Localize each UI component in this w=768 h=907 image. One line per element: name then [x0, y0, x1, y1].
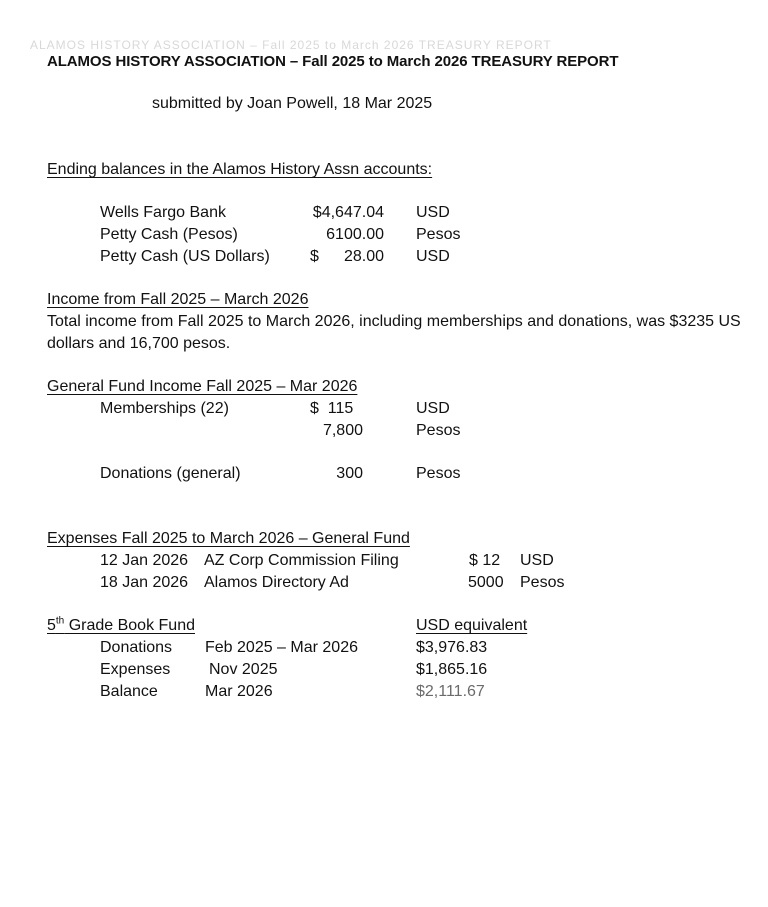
memberships-usd-amount: $ 115: [310, 400, 354, 417]
donations-unit: Pesos: [416, 465, 461, 482]
memberships-usd-unit: USD: [416, 400, 450, 417]
income-text-line: Total income from Fall 2025 to March 2026, including memberships and donations, was $3235 US: [47, 313, 741, 330]
expense-unit: Pesos: [520, 574, 565, 591]
balance-name: Petty Cash (US Dollars): [100, 248, 270, 265]
balance-amount: 28.00: [343, 248, 384, 265]
memberships-pesos-amount: 7,800: [322, 422, 363, 439]
income-heading: Income from Fall 2025 – March 2026: [47, 291, 309, 308]
book-fund-heading-num: 5: [47, 617, 56, 634]
book-fund-period: Feb 2025 – Mar 2026: [205, 639, 358, 656]
book-fund-period: Mar 2026: [205, 683, 273, 700]
book-fund-amount: $3,976.83: [416, 639, 488, 656]
book-fund-label: Balance: [100, 683, 158, 700]
book-fund-label: Expenses: [100, 661, 171, 678]
usd-equivalent-heading: USD equivalent: [416, 617, 528, 634]
book-fund-label: Donations: [100, 639, 173, 656]
expense-amount: $ 12: [469, 552, 501, 569]
general-fund-heading: General Fund Income Fall 2025 – Mar 2026: [47, 378, 358, 395]
memberships-pesos-unit: Pesos: [416, 422, 461, 439]
balance-unit: Pesos: [416, 226, 461, 243]
expenses-heading: Expenses Fall 2025 to March 2026 – General Fund: [47, 530, 410, 547]
balance-name: Petty Cash (Pesos): [100, 226, 238, 243]
expense-date: 18 Jan 2026: [100, 574, 189, 591]
balance-unit: USD: [416, 248, 450, 265]
expense-description: AZ Corp Commission Filing: [204, 552, 399, 569]
balance-amount: $4,647.04: [312, 204, 384, 221]
book-fund-heading-sup: th: [55, 615, 65, 627]
submitted-by: submitted by Joan Powell, 18 Mar 2025: [152, 95, 433, 112]
expense-description: Alamos Directory Ad: [204, 574, 349, 591]
memberships-label: Memberships (22): [100, 400, 229, 417]
book-fund-amount: $1,865.16: [416, 661, 488, 678]
balance-symbol: $: [310, 248, 319, 265]
expense-amount: 5000: [468, 574, 504, 591]
balance-amount: 6100.00: [326, 226, 384, 243]
donations-label: Donations (general): [100, 465, 241, 482]
book-fund-period: Nov 2025: [209, 661, 278, 678]
book-fund-heading: [47, 617, 195, 635]
income-text-line: dollars and 16,700 pesos.: [47, 335, 231, 352]
balance-unit: USD: [416, 204, 450, 221]
book-fund-heading-rest: Grade Book Fund: [64, 617, 195, 634]
balances-heading: Ending balances in the Alamos History Assn accounts:: [47, 161, 433, 178]
balance-name: Wells Fargo Bank: [100, 204, 226, 221]
expense-date: 12 Jan 2026: [100, 552, 189, 569]
bleed-through-text: ALAMOS HISTORY ASSOCIATION – Fall 2025 to March 2026 TREASURY REPORT: [30, 38, 552, 52]
report-title: ALAMOS HISTORY ASSOCIATION – Fall 2025 to March 2026 TREASURY REPORT: [47, 53, 619, 70]
book-fund-amount: $2,111.67: [416, 683, 485, 700]
expense-unit: USD: [520, 552, 554, 569]
donations-amount: 300: [336, 465, 363, 482]
